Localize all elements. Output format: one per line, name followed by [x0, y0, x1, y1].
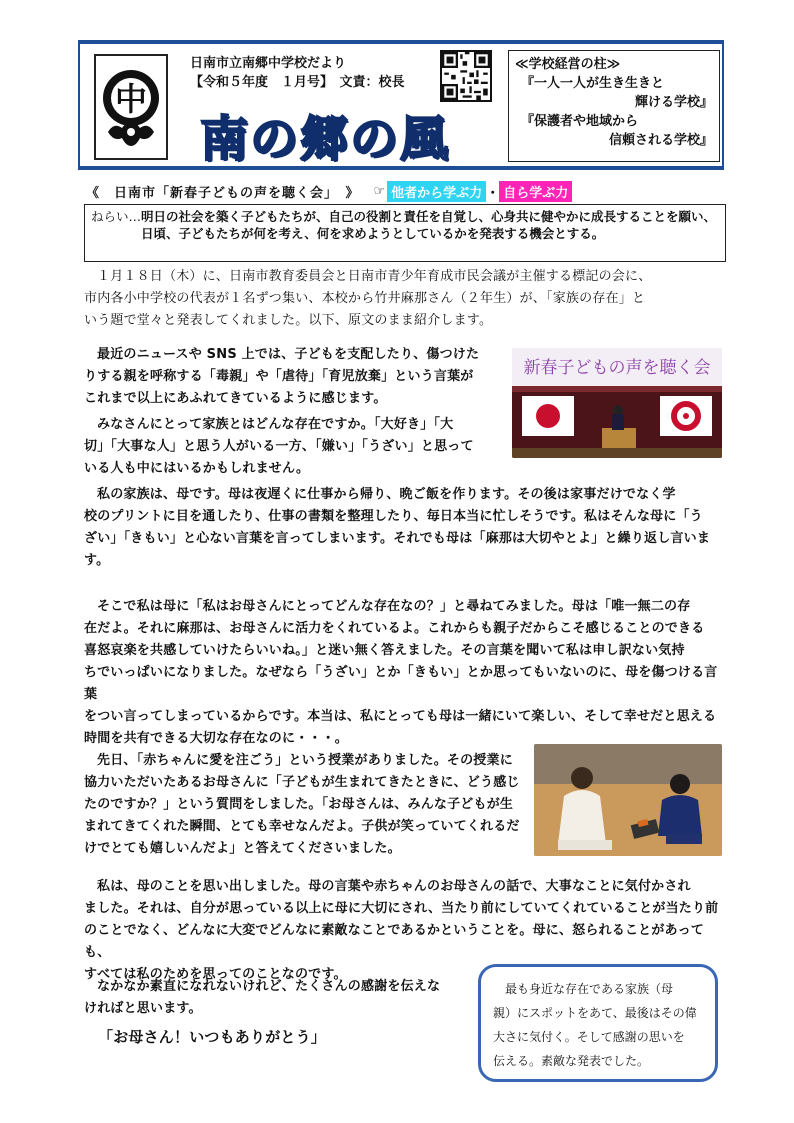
- aim-box: [84, 204, 726, 262]
- text-line: 私は、母のことを思い出しました。母の言葉や赤ちゃんのお母さんの話で、大事なことに気付かされ: [97, 879, 691, 894]
- pillar-line: 『保護者や地域から: [521, 114, 639, 129]
- text-line: をつい言ってしまっているからです。本当は、私にとっても母は一緒にいて楽しい、そして幸せだと思える: [84, 709, 717, 724]
- tag-learning-from-others: 他者から学ぶ力: [387, 181, 486, 202]
- event-stage-image: [512, 348, 722, 458]
- text-line: ざい」「きもい」と心ない言葉を言ってしまいます。それでも母は「麻那は大切やとよ」と繰り返し言いま: [84, 531, 711, 546]
- text-line: いる人も中にはいるかもしれません。: [84, 461, 310, 476]
- text-line: これまで以上にあふれてきているように感じます。: [84, 391, 387, 406]
- class-photo: [534, 744, 722, 856]
- event-photo: [512, 348, 722, 458]
- closing-line: 「お母さん！いつもありがとう」: [98, 1028, 327, 1046]
- comment-line: 親）にスポットをあて、最後はその偉: [493, 1006, 697, 1020]
- qr-code-icon: [442, 52, 490, 100]
- text-line: みなさんにとって家族とはどんな存在ですか。「大好き」「大: [97, 417, 454, 432]
- svg-text:新春子どもの声を聴く会: 新春子どもの声を聴く会: [523, 358, 711, 378]
- text-line: 私の家族は、母です。母は夜遅くに仕事から帰り、晩ご飯を作ります。その後は家事だけでなく学: [97, 487, 676, 502]
- text-line: 市内各小中学校の代表が１名ずつ集い、本校から竹井麻那さん（２年生）が、「家族の存在」と: [84, 291, 646, 306]
- text-line: 校のプリントに目を通したり、仕事の書類を整理したり、毎日本当に忙しそうです。私はそんな母に「う: [84, 509, 703, 524]
- essay-paragraph-2: [84, 414, 504, 480]
- issue-info: 【令和５年度 １月号】 文責：校長: [190, 75, 405, 90]
- pillar-line: 輝ける学校』: [634, 95, 713, 110]
- text-line: ちでいっぱいになりました。なぜなら「うざい」とか「きもい」とか思ってもいないのに、母を傷つける言葉: [84, 665, 718, 702]
- text-line: 切」「大事な人」と思う人がいる一方、「嫌い」「うざい」と思って: [84, 439, 474, 454]
- text-line: すべては私のためを思ってのことなのです。: [84, 967, 347, 982]
- newsletter-header: [78, 40, 724, 170]
- text-line: 喜怒哀楽を共感していけたらいいね。」と迷い無く答えました。その言葉を聞いて私は申し訳ない気持: [84, 643, 685, 658]
- text-line: 在だよ。それに麻那は、お母さんに活力をくれているよ。これからも親子だからこそ感じることのできる: [84, 621, 705, 636]
- school-emblem-icon: [98, 58, 164, 156]
- qr-code[interactable]: [440, 50, 492, 102]
- section-title: 《 日南市「新春子どもの声を聴く会」 》: [86, 185, 360, 201]
- text-line: 最近のニュースや SNS 上では、子どもを支配したり、傷つけた: [97, 347, 480, 362]
- school-name: 日南市立南郷中学校だより: [190, 56, 347, 71]
- school-logo: [94, 54, 168, 160]
- comment-line: 伝える。素敵な発表でした。: [493, 1054, 650, 1068]
- text-line: のことでなく、どんなに大変でどんなに素敵なことであるかということを。母に、怒られることがあっても、: [84, 923, 705, 960]
- principal-comment-box: [478, 964, 718, 1082]
- pillars-heading: ≪学校経営の柱≫: [515, 57, 621, 72]
- text-line: そこで私は母に「私はお母さんにとってどんな存在なの？」と尋ねてみました。母は「唯一無二の存: [97, 599, 691, 614]
- essay-paragraph-5: [84, 750, 530, 860]
- school-pillars-box: [508, 50, 720, 162]
- pillar-line: 信頼される学校』: [608, 133, 713, 148]
- classroom-image: [534, 744, 722, 856]
- essay-paragraph-4: [84, 596, 730, 750]
- text-line: りする親を呼称する「毒親」や「虐待」「育児放棄」という言葉が: [84, 369, 474, 384]
- text-line: ければと思います。: [84, 1001, 202, 1016]
- tag-self-learning: 自ら学ぶ力: [499, 181, 572, 202]
- school-info: [190, 54, 405, 92]
- text-line: なかなか素直になれないけれど、たくさんの感謝を伝えな: [97, 979, 441, 994]
- aim-text: 明日の社会を築く子どもたちが、自己の役割と責任を自覚し、心身共に健やかに成長することを願い、日頃、子どもたちが何を考え、何を求めようとしているかを発表する機会とする。: [141, 209, 717, 241]
- tag-separator: ・: [486, 185, 500, 201]
- text-line: ました。それは、自分が思っている以上に母に大切にされ、当たり前にしていてくれていることが当たり前: [84, 901, 719, 916]
- essay-paragraph-7: [84, 976, 464, 1020]
- text-line: いう題で堂々と発表してくれました。以下、原文のまま紹介します。: [84, 313, 493, 328]
- essay-paragraph-3: [84, 484, 730, 572]
- comment-line: 大さに気付く。そして感謝の思いを: [493, 1030, 685, 1044]
- text-line: 時間を共有できる大切な存在なのに・・・。: [84, 731, 349, 746]
- pillar-line: 『一人一人が生き生きと: [521, 76, 665, 91]
- pointing-hand-icon: ☞: [373, 183, 386, 199]
- essay-paragraph-1: [84, 344, 504, 410]
- text-line: １月１８日（木）に、日南市教育委員会と日南市青少年育成市民会議が主催する標記の会に、: [97, 269, 652, 284]
- text-line: けでとても嬉しいんだよ」と答えてくださいました。: [84, 841, 401, 856]
- section-heading: [86, 180, 572, 202]
- newsletter-title: 南の郷の風: [200, 111, 451, 167]
- text-line: 先日、「赤ちゃんに愛を注ごう」という授業がありました。その授業に: [97, 753, 513, 768]
- text-line: まれてきてくれた瞬間、とても幸せなんだよ。子供が笑っていてくれるだ: [84, 819, 520, 834]
- comment-line: 最も身近な存在である家族（母: [505, 982, 674, 996]
- text-line: たのですか？」という質問をしました。「お母さんは、みんな子どもが生: [84, 797, 514, 812]
- aim-label: ねらい…: [91, 209, 142, 224]
- intro-paragraph: [84, 266, 730, 332]
- text-line: 協力いただいたあるお母さんに「子どもが生まれてきたときに、どう感じ: [84, 775, 520, 790]
- svg-text:中: 中: [114, 80, 148, 118]
- text-line: す。: [84, 553, 110, 568]
